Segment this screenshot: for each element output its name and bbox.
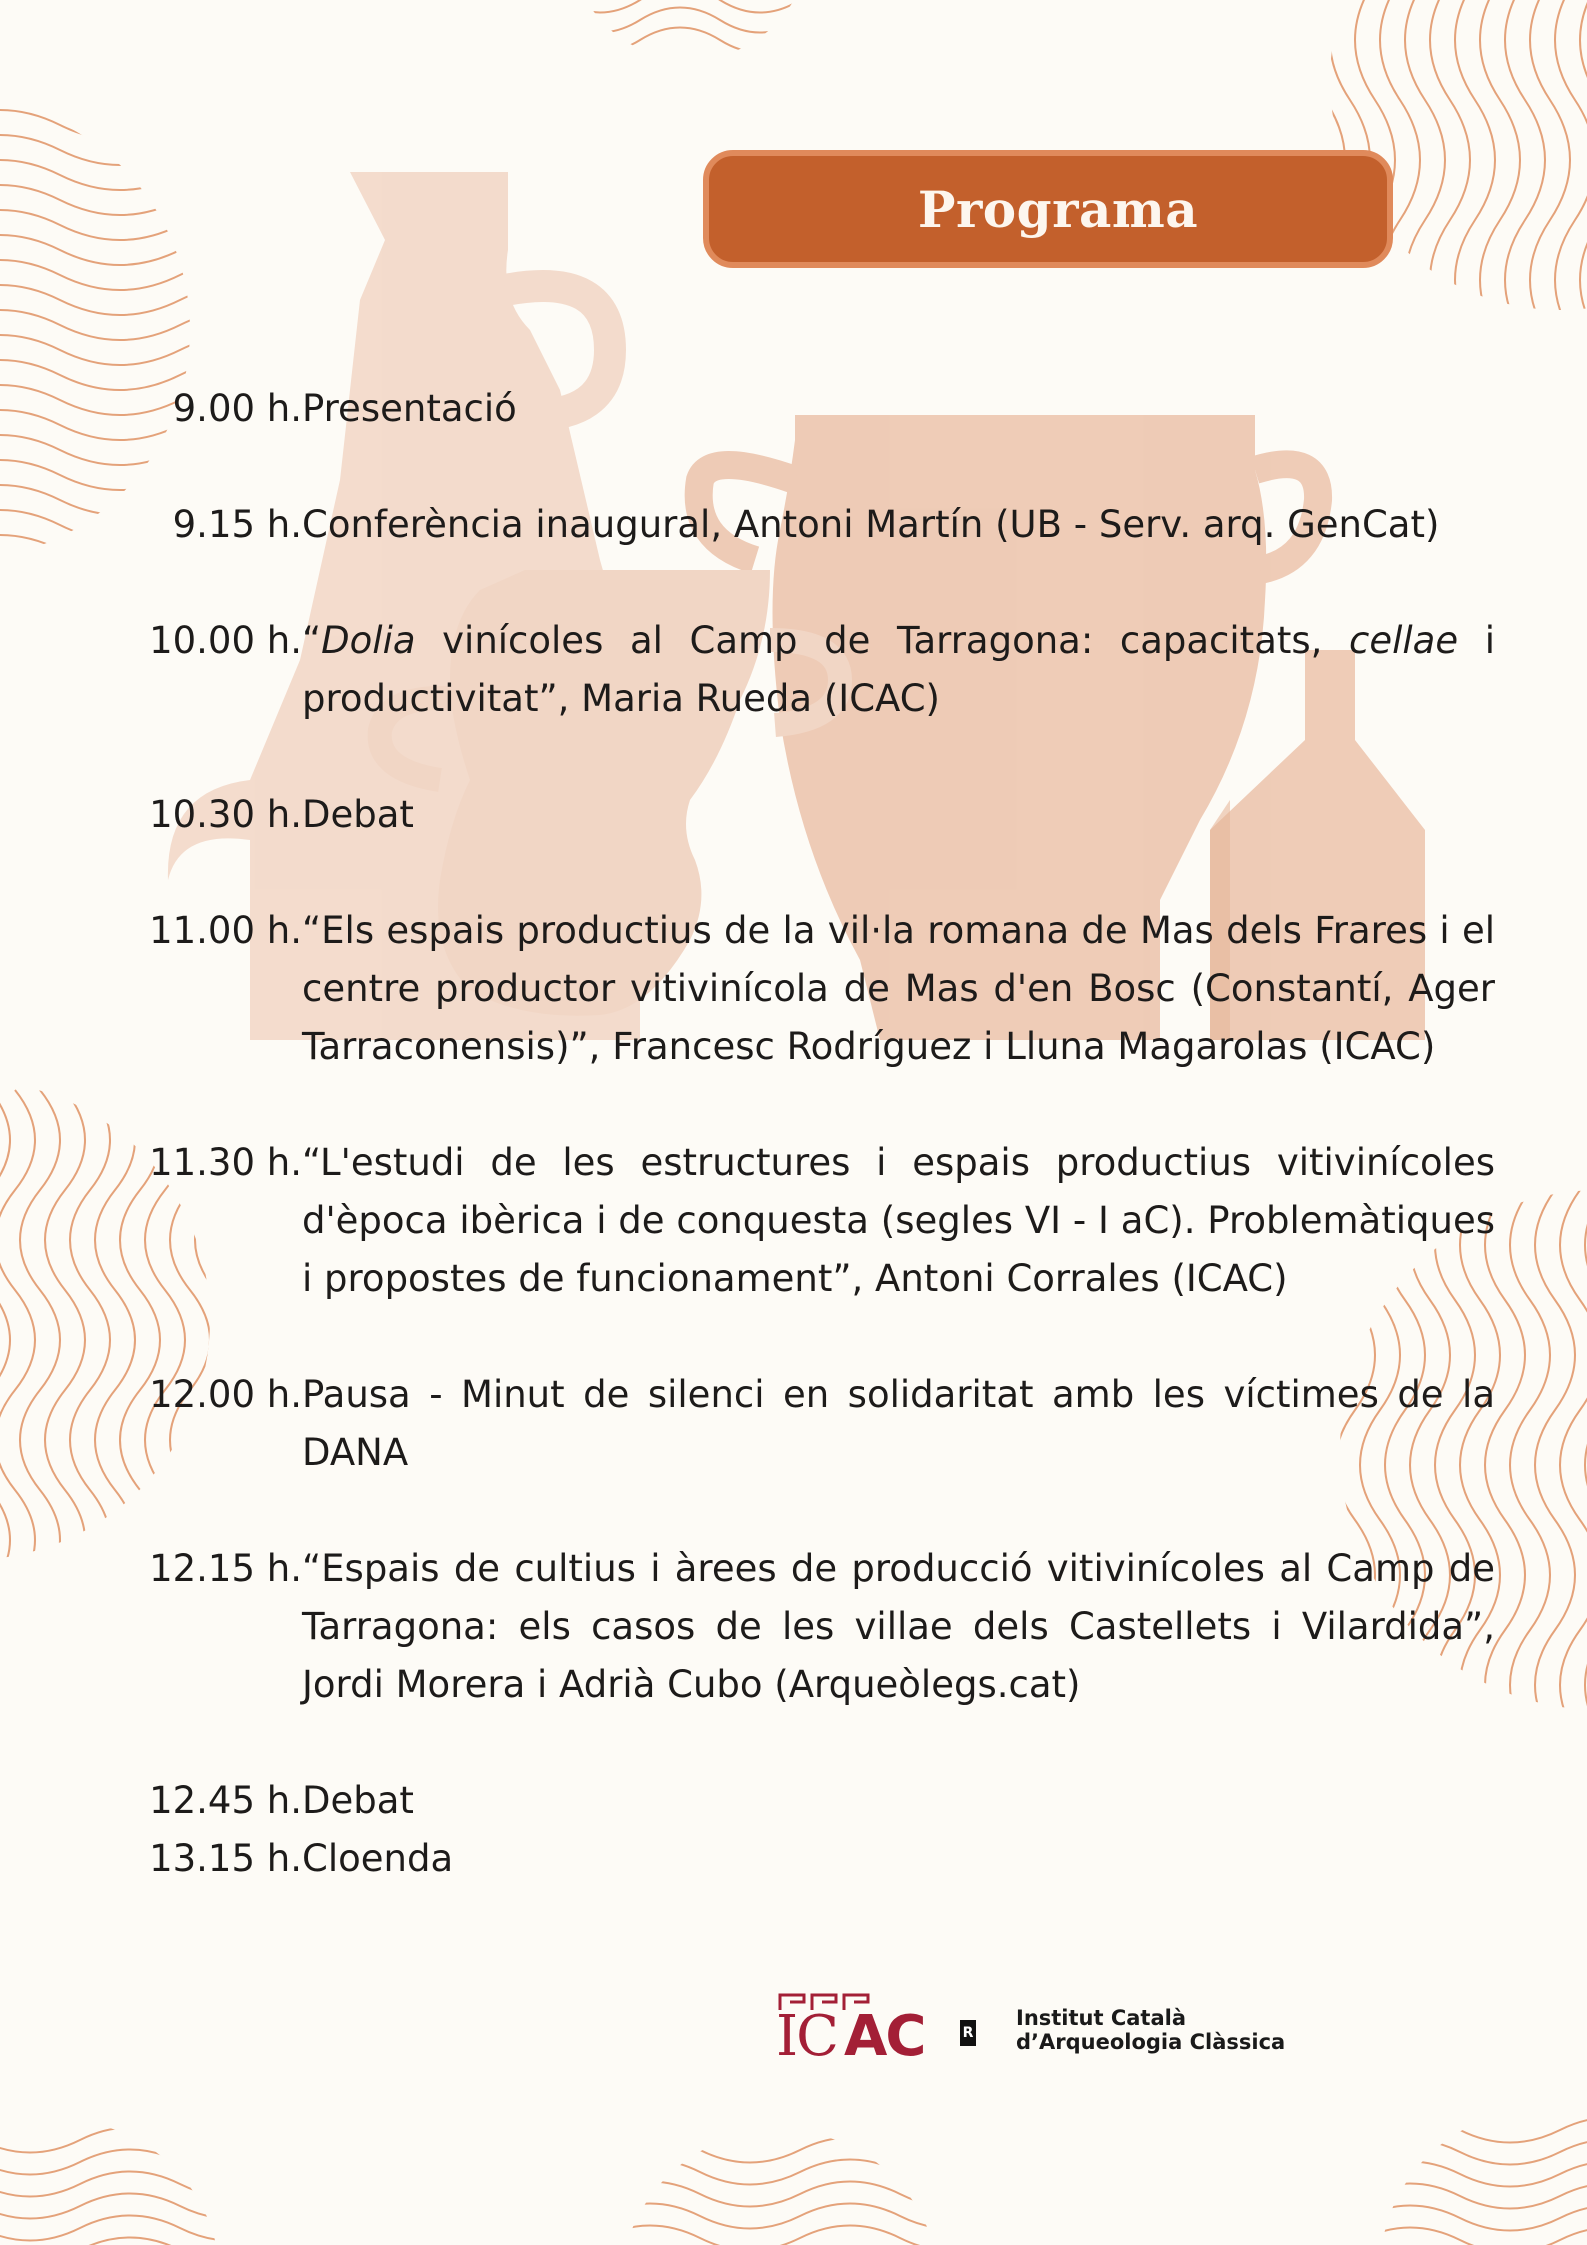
program-text: Pausa - Minut de silenci en solidaritat amb les víctimes de la DANA — [302, 1373, 1495, 1474]
institution-name-line1: Institut Català — [1016, 2006, 1186, 2030]
program-time: 12.00 h. — [149, 1373, 302, 1416]
program-time: 12.15 h. — [149, 1547, 302, 1590]
program-time: 11.00 h. — [149, 909, 302, 952]
logo-letters-ic: IC — [776, 2004, 837, 2069]
program-time: 9.15 h. — [172, 503, 302, 546]
program-title: Programa — [917, 179, 1199, 239]
program-time: 10.30 h. — [149, 793, 302, 836]
program-text: Debat — [302, 793, 414, 836]
program-item — [100, 1134, 1495, 1308]
program-header — [703, 150, 1393, 268]
open-quote: “ — [302, 619, 322, 662]
icac-logo-mark — [776, 1990, 986, 2070]
program-time: 9.00 h. — [172, 387, 302, 430]
logo-letters-ac: AC — [844, 2004, 925, 2069]
program-item — [100, 380, 1495, 438]
wave-pattern-top-center — [560, 0, 880, 53]
italic-term: Dolia — [321, 619, 416, 662]
program-time: 10.00 h. — [149, 619, 302, 662]
institution-name-line2: d’Arqueologia Clàssica — [1016, 2030, 1286, 2054]
text-fragment: vinícoles al Camp de Tarragona: capacitats, — [415, 619, 1350, 662]
program-text: “L'estudi de les estructures i espais productius vitivinícoles d'època ibèrica i de conquesta (segles VI - I aC). Problemàtiques i propostes de funcionament”, Antoni Corrales (ICAC) — [302, 1141, 1495, 1300]
program-time: 13.15 h. — [149, 1837, 302, 1880]
program-item — [100, 1540, 1495, 1714]
program-item — [100, 902, 1495, 1076]
program-text: Debat — [302, 1779, 414, 1822]
program-item — [100, 1830, 1495, 1888]
program-time: 11.30 h. — [149, 1141, 302, 1184]
institution-name — [1016, 2006, 1285, 2054]
program-text: Presentació — [302, 387, 517, 430]
program-time: 12.45 h. — [149, 1779, 302, 1822]
wave-pattern-bottom — [0, 2118, 1587, 2245]
program-item — [100, 496, 1495, 554]
program-text — [302, 612, 1495, 728]
program-item — [100, 612, 1495, 728]
text-fragment: i productivitat”, Maria Rueda (ICAC) — [302, 619, 1496, 720]
program-text: “Els espais productius de la vil·la romana de Mas dels Frares i el centre productor vitivinícola de Mas d'en Bosc (Constantí, Ager Tarraconensis)”, Francesc Rodríguez i Lluna Magarolas (ICAC) — [302, 909, 1495, 1068]
program-text: “Espais de cultius i àrees de producció vitivinícoles al Camp de Tarragona: els casos de les villae dels Castellets i Vilardida”, Jordi Morera i Adrià Cubo (Arqueòlegs.cat) — [302, 1547, 1495, 1706]
program-item — [100, 786, 1495, 844]
program-text: Conferència inaugural, Antoni Martín (UB - Serv. arq. GenCat) — [302, 503, 1440, 546]
program-item — [100, 1366, 1495, 1482]
italic-term: cellae — [1349, 619, 1459, 662]
icac-logo — [776, 1990, 1285, 2070]
program-list — [100, 380, 1495, 1888]
program-text: Cloenda — [302, 1837, 454, 1880]
program-item — [100, 1772, 1495, 1830]
registered-mark: R — [960, 2020, 976, 2046]
